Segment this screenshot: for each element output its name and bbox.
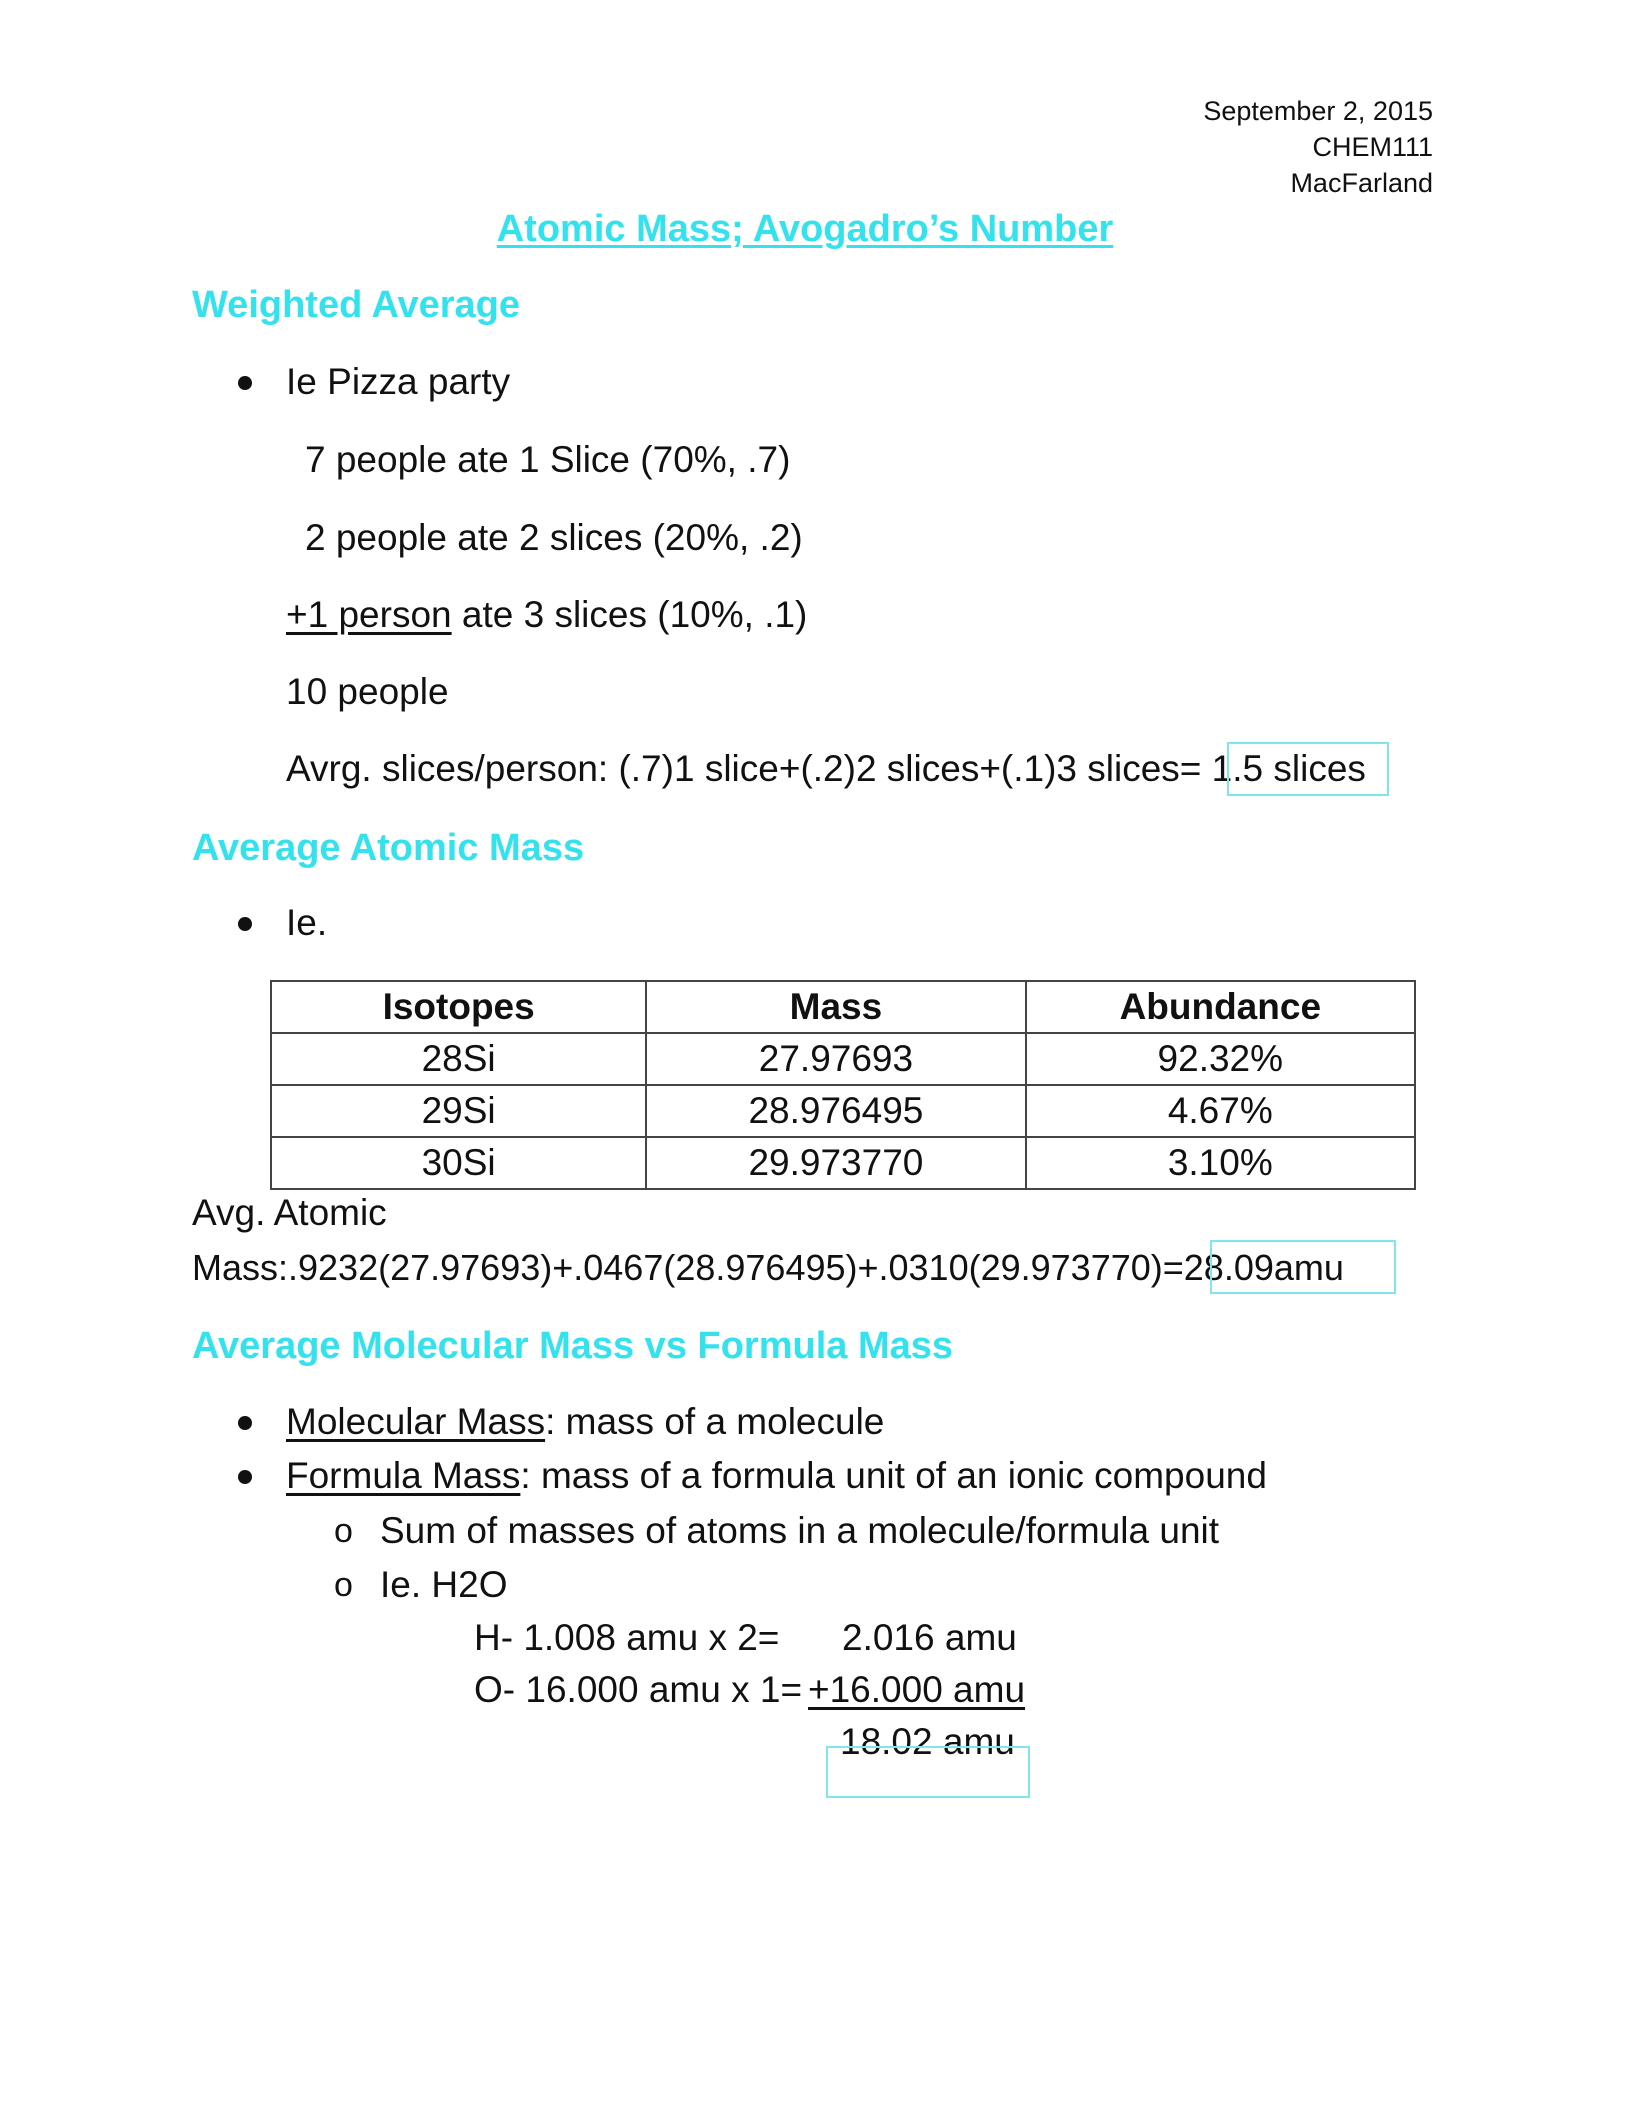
table-cell-mass: 27.97693 xyxy=(646,1033,1025,1085)
table-header-abundance: Abundance xyxy=(1026,981,1415,1033)
bullet-dot xyxy=(238,1470,252,1484)
formula-mass-bullet xyxy=(286,1455,1267,1497)
header-name: MacFarland xyxy=(1290,168,1433,198)
isotope-table xyxy=(270,980,1416,1190)
calc-total: 18.02 amu xyxy=(840,1721,1015,1762)
pizza-line-2: 2 people ate 2 slices (20%, .2) xyxy=(305,517,803,558)
calc-oxygen-left: O- 16.000 amu x 1= xyxy=(474,1669,803,1710)
table-cell-abundance: 92.32% xyxy=(1026,1033,1415,1085)
sub-bullet-sum-of-masses: Sum of masses of atoms in a molecule/formula unit xyxy=(380,1510,1220,1551)
pizza-line-3-rest: ate 3 slices (10%, .1) xyxy=(451,594,808,635)
pizza-line-1: 7 people ate 1 Slice (70%, .7) xyxy=(305,439,791,480)
calc-hydrogen-left: H- 1.008 amu x 2= xyxy=(474,1617,780,1658)
table-row xyxy=(271,1033,1415,1085)
pizza-total-people: 10 people xyxy=(286,671,449,712)
answer-highlight-box xyxy=(1227,742,1389,796)
formula-mass-definition: : mass of a formula unit of an ionic compound xyxy=(520,1455,1267,1496)
pizza-average-line: Avrg. slices/person: (.7)1 slice+(.2)2 slices+(.1)3 slices= 1.5 slices xyxy=(286,748,1366,789)
table-cell-isotope: 28Si xyxy=(271,1033,646,1085)
pizza-line-3-underlined: +1 person xyxy=(286,594,452,635)
sub-bullet-h2o: Ie. H2O xyxy=(380,1564,508,1605)
heading-average-atomic-mass: Average Atomic Mass xyxy=(192,827,585,869)
avg-atomic-line-1: Avg. Atomic xyxy=(192,1192,387,1233)
formula-mass-term: Formula Mass xyxy=(286,1455,521,1496)
table-header-isotopes: Isotopes xyxy=(271,981,646,1033)
bullet-dot xyxy=(238,917,252,931)
bullet-dot xyxy=(238,1416,252,1430)
table-header-mass: Mass xyxy=(646,981,1025,1033)
table-cell-mass: 29.973770 xyxy=(646,1137,1025,1189)
table-cell-abundance: 3.10% xyxy=(1026,1137,1415,1189)
heading-molecular-vs-formula-mass: Average Molecular Mass vs Formula Mass xyxy=(192,1325,954,1367)
pizza-line-3 xyxy=(286,594,807,636)
heading-weighted-average: Weighted Average xyxy=(192,284,521,326)
calc-oxygen-right: +16.000 amu xyxy=(808,1669,1026,1710)
table-cell-abundance: 4.67% xyxy=(1026,1085,1415,1137)
calc-hydrogen-right: 2.016 amu xyxy=(842,1617,1017,1658)
table-row xyxy=(271,1137,1415,1189)
answer-highlight-box xyxy=(826,1746,1030,1798)
header-date: September 2, 2015 xyxy=(1203,96,1433,126)
table-cell-isotope: 29Si xyxy=(271,1085,646,1137)
bullet-dot xyxy=(238,376,252,390)
pizza-party-bullet: Ie Pizza party xyxy=(286,361,511,402)
molecular-mass-term: Molecular Mass xyxy=(286,1401,546,1442)
sub-bullet-marker: o xyxy=(334,1512,353,1550)
table-cell-isotope: 30Si xyxy=(271,1137,646,1189)
sub-bullet-marker: o xyxy=(334,1566,353,1604)
table-row xyxy=(271,1085,1415,1137)
answer-highlight-box xyxy=(1210,1240,1396,1294)
atomic-mass-bullet: Ie. xyxy=(286,902,328,943)
molecular-mass-bullet xyxy=(286,1401,884,1443)
molecular-mass-definition: : mass of a molecule xyxy=(545,1401,885,1442)
table-header-row xyxy=(271,981,1415,1033)
table-cell-mass: 28.976495 xyxy=(646,1085,1025,1137)
header-course: CHEM111 xyxy=(1312,132,1433,162)
avg-atomic-line-2: Mass:.9232(27.97693)+.0467(28.976495)+.0310(29.973770)=28.09amu xyxy=(192,1247,1344,1288)
page-title: Atomic Mass; Avogadro’s Number xyxy=(496,208,1114,250)
